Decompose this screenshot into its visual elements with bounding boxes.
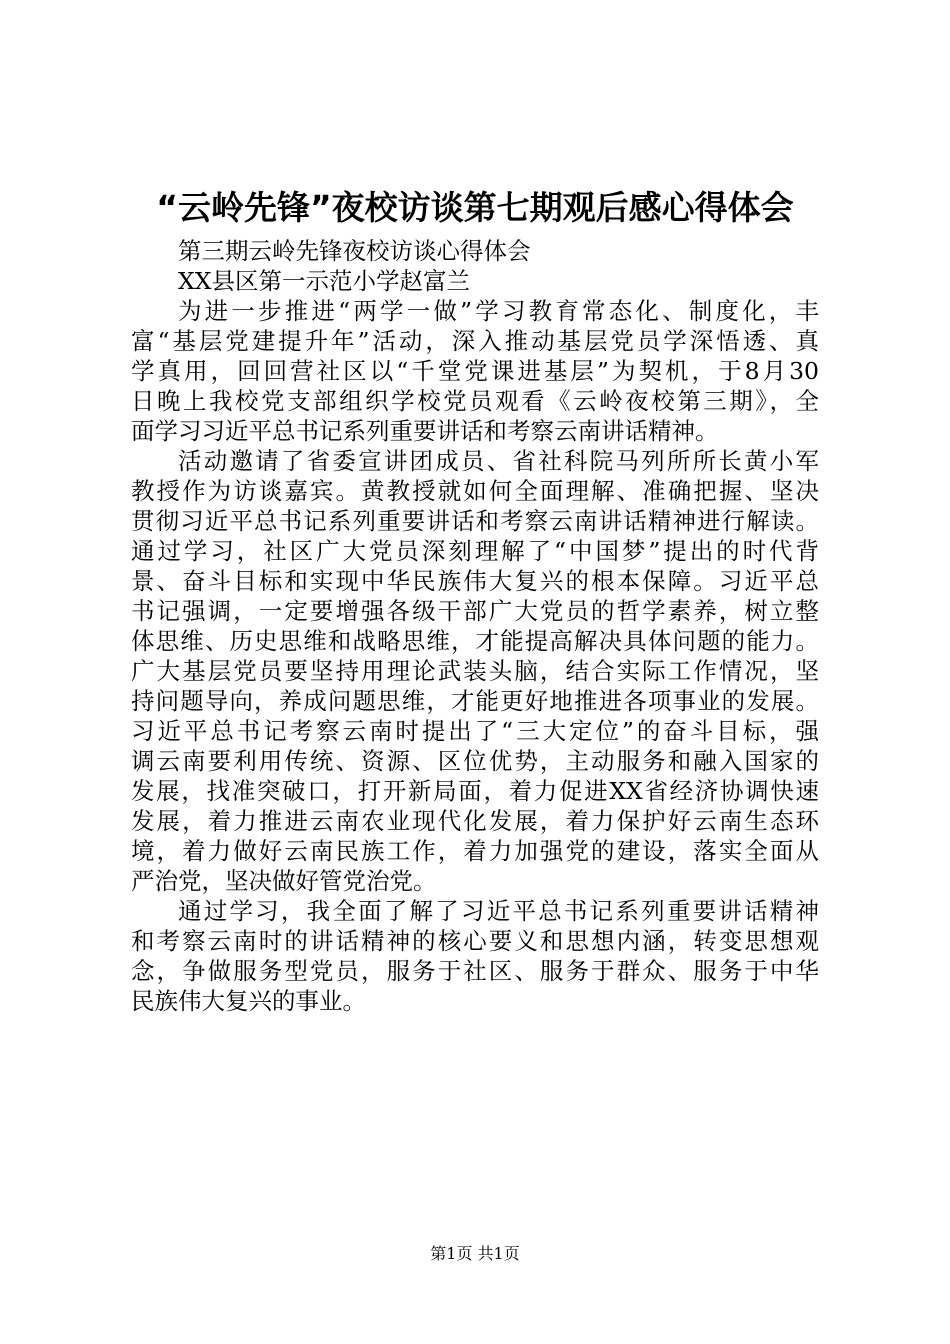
- paragraph-line: 书记强调，一定要增强各级干部广大党员的哲学素养，树立整: [131, 597, 819, 625]
- paragraph-line: 日晚上我校党支部组织学校党员观看《云岭夜校第三期》，全: [131, 387, 819, 415]
- paragraph-line: 广大基层党员要坚持用理论武装头脑，结合实际工作情况，坚: [131, 657, 819, 685]
- paragraph-line: 通过学习，我全面了解了习近平总书记系列重要讲话精神: [178, 897, 819, 925]
- paragraph-line: 严治党，坚决做好管党治党。: [131, 867, 437, 895]
- paragraph-line: 教授作为访谈嘉宾。黄教授就如何全面理解、准确把握、坚决: [131, 477, 819, 505]
- paragraph-line: 贯彻习近平总书记系列重要讲话和考察云南讲话精神进行解读。: [131, 507, 819, 535]
- paragraph-line: 面学习习近平总书记系列重要讲话和考察云南讲话精神。: [131, 417, 719, 445]
- document-author: XX县区第一示范小学赵富兰: [178, 267, 470, 295]
- paragraph-line: 富“基层党建提升年”活动，深入推动基层党员学深悟透、真: [131, 327, 819, 355]
- paragraph-line: 持问题导向，养成问题思维，才能更好地推进各项事业的发展。: [131, 687, 819, 715]
- document-title: “云岭先锋”夜校访谈第七期观后感心得体会: [156, 188, 794, 227]
- paragraph-line: 发展，着力推进云南农业现代化发展，着力保护好云南生态环: [131, 807, 819, 835]
- paragraph-line: 调云南要利用传统、资源、区位优势，主动服务和融入国家的: [131, 747, 819, 775]
- paragraph-3: [131, 896, 819, 1016]
- paragraph-line: 习近平总书记考察云南时提出了“三大定位”的奋斗目标，强: [131, 717, 819, 745]
- page-number-footer: 第1页 共1页: [430, 1244, 520, 1263]
- paragraph-line: 为进一步推进“两学一做”学习教育常态化、制度化，丰: [178, 297, 819, 325]
- document-subtitle: 第三期云岭先锋夜校访谈心得体会: [178, 237, 531, 265]
- paragraph-line: 通过学习，社区广大党员深刻理解了“中国梦”提出的时代背: [131, 537, 819, 565]
- paragraph-2: [131, 446, 819, 896]
- paragraph-line: 念，争做服务型党员，服务于社区、服务于群众、服务于中华: [131, 957, 819, 985]
- paragraph-line: 民族伟大复兴的事业。: [131, 987, 366, 1015]
- paragraph-line: 活动邀请了省委宣讲团成员、省社科院马列所所长黄小军: [178, 447, 819, 475]
- paragraph-line: 境，着力做好云南民族工作，着力加强党的建设，落实全面从: [131, 837, 819, 865]
- paragraph-1: [131, 296, 819, 446]
- paragraph-line: 体思维、历史思维和战略思维，才能提高解决具体问题的能力。: [131, 627, 819, 655]
- document-body: [131, 236, 819, 1016]
- paragraph-line: 景、奋斗目标和实现中华民族伟大复兴的根本保障。习近平总: [131, 567, 819, 595]
- paragraph-line: 发展，找准突破口，打开新局面，着力促进XX省经济协调快速: [131, 777, 819, 805]
- paragraph-line: 学真用，回回营社区以“千堂党课进基层”为契机，于8月30: [131, 357, 819, 385]
- paragraph-line: 和考察云南时的讲话精神的核心要义和思想内涵，转变思想观: [131, 927, 819, 955]
